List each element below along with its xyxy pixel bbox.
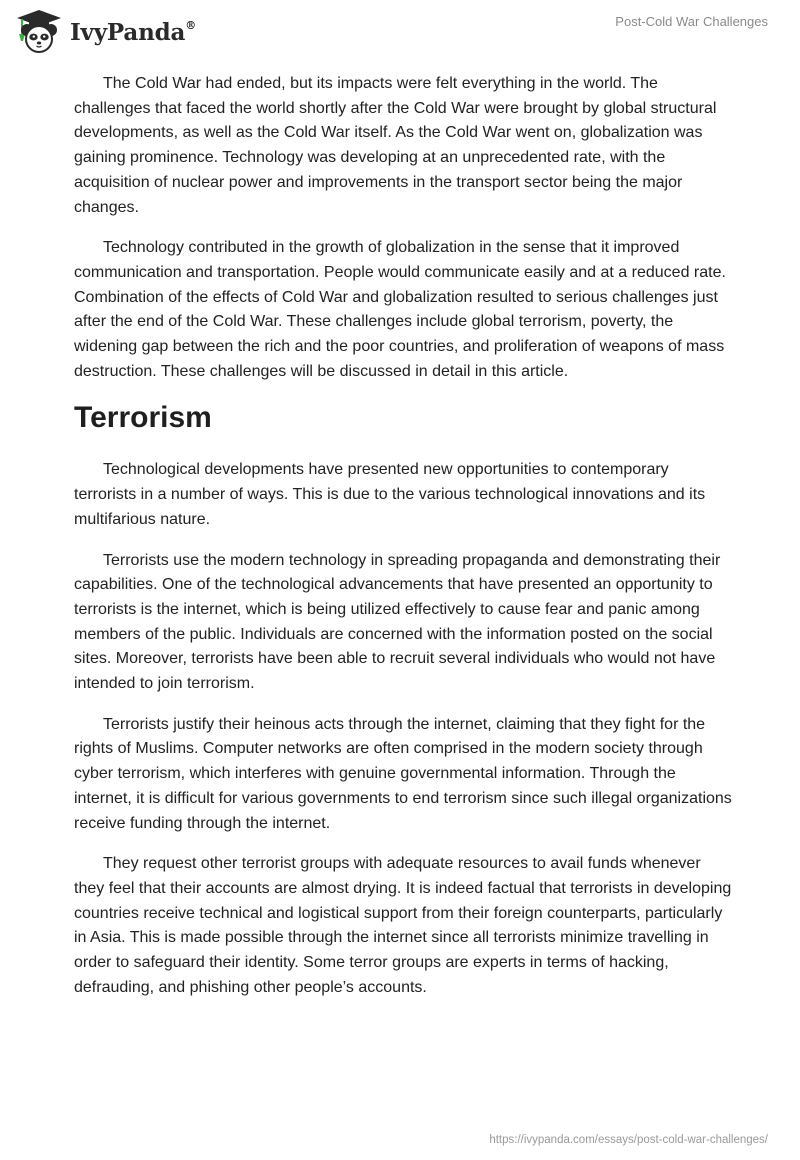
brand-name: IvyPanda® [70,18,196,46]
article-body [74,72,734,1017]
panda-graduation-cap-icon [14,8,64,54]
ivypanda-logo[interactable] [14,8,196,54]
intro-paragraph: Technology contributed in the growth of globalization in the sense that it improved communication and transportation. People would communicate easily and at a reduced rate. Combination of the effects of Cold War and globalization resulted to serious challenges just after the end of the Cold War. These challenges include global terrorism, poverty, the widening gap between the rich and the poor countries, and proliferation of weapons of mass destruction. These challenges will be discussed in detail in this article. [74,239,726,380]
section-heading: Terrorism [74,401,212,435]
section-paragraph: Terrorists justify their heinous acts through the internet, claiming that they fight for the rights of Muslims. Computer networks are often comprised in the modern society through cyber terrorism, which interferes with genuine governmental information. Through the internet, it is difficult for various governments to end terrorism since such illegal organizations receive funding through the internet. [74,715,732,832]
page-header [0,0,800,60]
section-paragraph: Technological developments have presented new opportunities to contemporary terrorists in a number of ways. This is due to the various technological innovations and its multifarious nature. [74,461,706,528]
source-url[interactable]: https://ivypanda.com/essays/post-cold-war-challenges/ [489,1134,768,1146]
section-paragraph: They request other terrorist groups with adequate resources to avail funds whenever they feel that their accounts are almost drying. It is indeed factual that terrorists in developing countries receive technical and logistical support from their foreign counterparts, particularly in Asia. This is made possible through the internet since all terrorists minimize travelling in order to safeguard their identity. Some terror groups are experts in terms of hacking, defrauding, and phishing other people’s accounts. [74,855,732,996]
document-title: Post-Cold War Challenges [615,14,768,29]
section-paragraph: Terrorists use the modern technology in spreading propaganda and demonstrating their capabilities. One of the technological advancements that have presented an opportunity to terrorists is the internet, which is being utilized effectively to cause fear and panic among members of the public. Individuals are concerned with the information posted on the social sites. Moreover, terrorists have been able to recruit several individuals who would not have intended to join terrorism. [74,551,721,693]
intro-paragraph: The Cold War had ended, but its impacts were felt everything in the world. The challenges that faced the world shortly after the Cold War were brought by global structural developments, as well as the Cold War itself. As the Cold War went on, globalization was gaining prominence. Technology was developing at an unprecedented rate, with the acquisition of nuclear power and improvements in the transport sector being the major changes. [74,75,717,216]
